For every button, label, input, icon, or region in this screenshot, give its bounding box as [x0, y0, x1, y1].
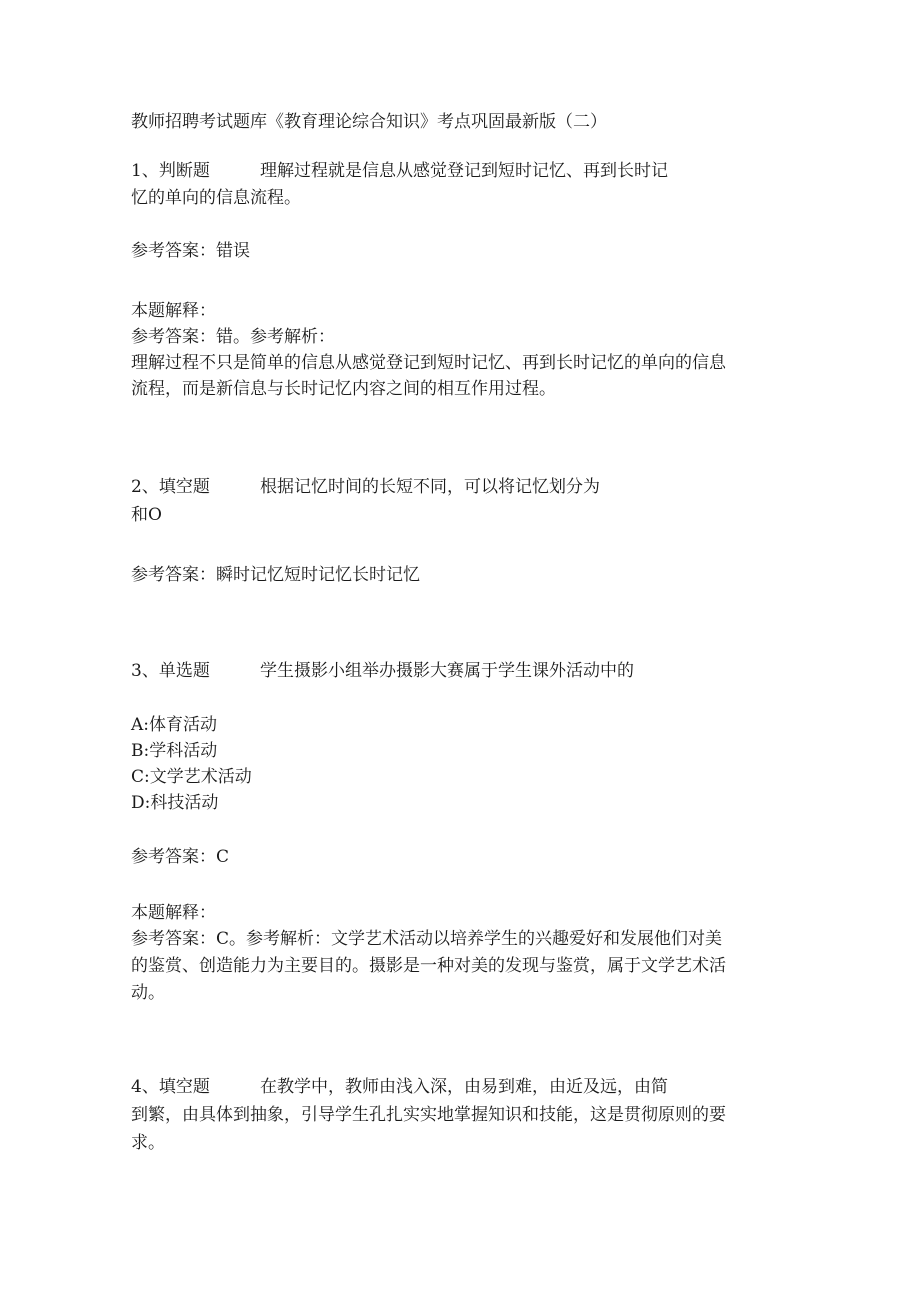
- question-3-stem-line-1: 学生摄影小组举办摄影大赛属于学生课外活动中的: [260, 661, 634, 681]
- question-4-stem-line-2: 到繁，由具体到抽象，引导学生孔扎实实地掌握知识和技能，这是贯彻原则的要: [131, 1105, 726, 1125]
- question-1-stem-line-2: 忆的单向的信息流程。: [131, 188, 301, 208]
- question-3-option-d: D:科技活动: [131, 793, 219, 813]
- question-3-explanation-line-1: 参考答案：C。参考解析：文学艺术活动以培养学生的兴趣爱好和发展他们对美: [131, 929, 723, 949]
- question-1-explanation-line-3: 流程，而是新信息与长时记忆内容之间的相互作用过程。: [131, 379, 556, 399]
- document-title: 教师招聘考试题库《教育理论综合知识》考点巩固最新版（二）: [131, 112, 607, 132]
- question-3-answer: 参考答案：C: [131, 847, 230, 867]
- question-3-explanation-header: 本题解释：: [131, 903, 216, 923]
- question-2-stem-line-2: 和O: [131, 505, 162, 525]
- question-2-line-1: [131, 474, 600, 500]
- question-2-stem-line-1: 根据记忆时间的长短不同，可以将记忆划分为: [260, 477, 600, 497]
- question-4-line-1: [131, 1074, 668, 1100]
- question-2-type: 2、填空题: [131, 477, 210, 497]
- question-3-line-1: [131, 658, 634, 684]
- question-1-explanation-header: 本题解释：: [131, 301, 216, 321]
- question-3-explanation-line-3: 动。: [131, 983, 165, 1003]
- question-3-explanation-line-2: 的鉴赏、创造能力为主要目的。摄影是一种对美的发现与鉴赏，属于文学艺术活: [131, 956, 726, 976]
- question-3-option-c: C:文学艺术活动: [131, 767, 252, 787]
- question-4-stem-line-3: 求。: [131, 1133, 165, 1153]
- question-1-stem-line-1: 理解过程就是信息从感觉登记到短时记忆、再到长时记: [260, 161, 668, 181]
- question-1-explanation-line-1: 参考答案：错。参考解析：: [131, 327, 335, 347]
- question-2-answer: 参考答案：瞬时记忆短时记忆长时记忆: [131, 565, 420, 585]
- question-4-stem-line-1: 在教学中，教师由浅入深，由易到难，由近及远，由简: [260, 1077, 668, 1097]
- question-4-type: 4、填空题: [131, 1077, 210, 1097]
- question-3-type: 3、单选题: [131, 661, 210, 681]
- question-1-explanation-line-2: 理解过程不只是简单的信息从感觉登记到短时记忆、再到长时记忆的单向的信息: [131, 353, 726, 373]
- question-3-option-a: A:体育活动: [131, 715, 218, 735]
- question-1-type: 1、判断题: [131, 161, 210, 181]
- question-1-line-1: [131, 158, 668, 184]
- question-1-answer: 参考答案：错误: [131, 241, 250, 261]
- question-3-option-b: B:学科活动: [131, 741, 218, 761]
